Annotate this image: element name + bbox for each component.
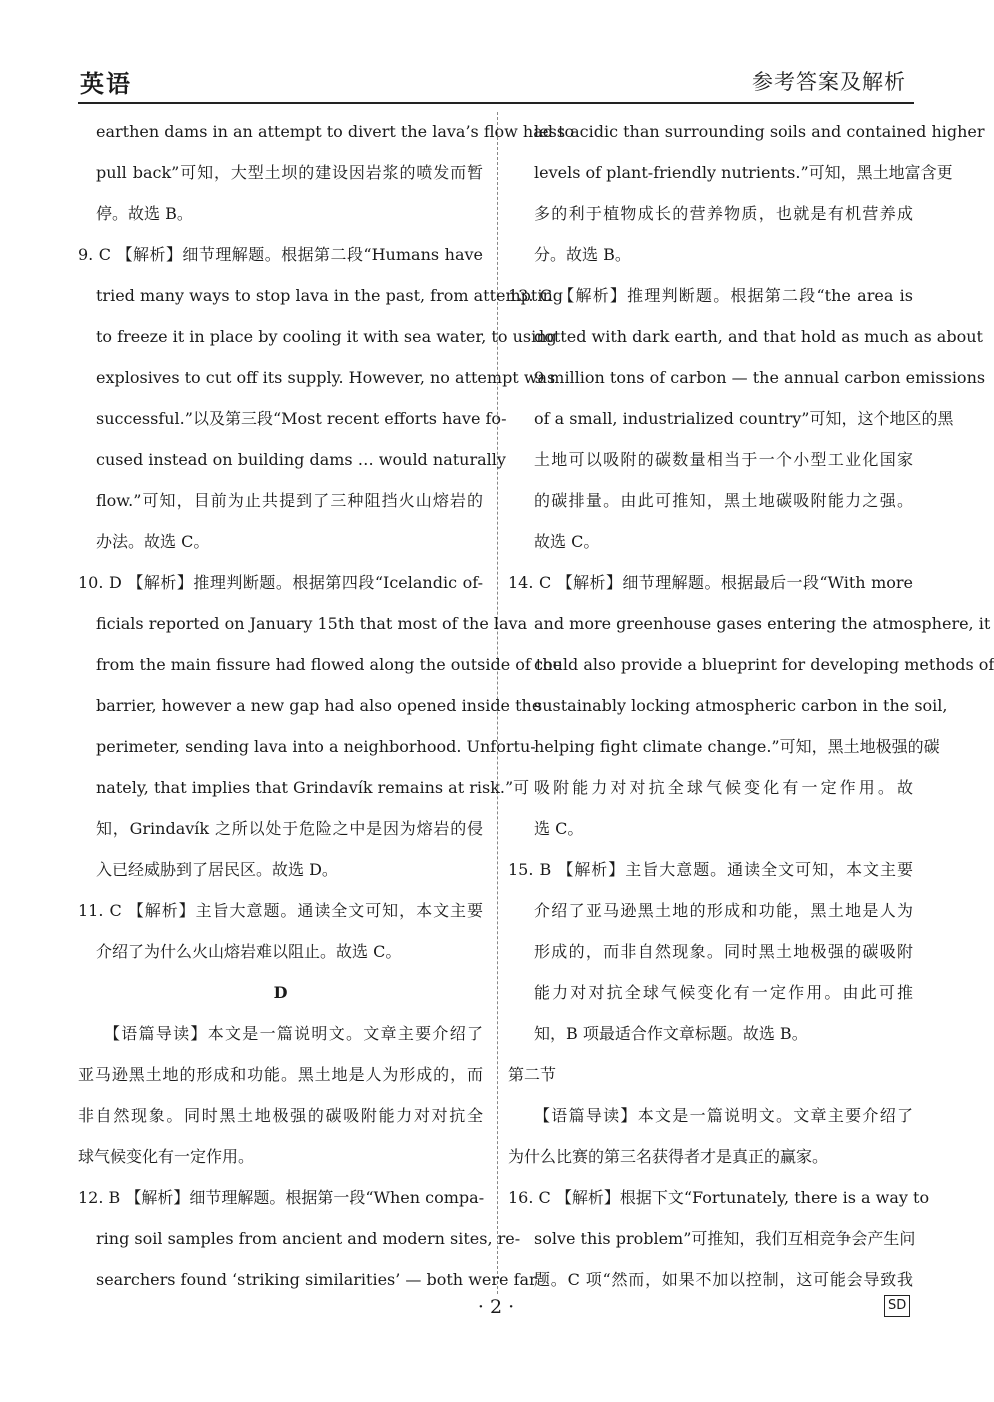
- text-line: 形成的，而非自然现象。同时黑土地极强的碳吸附: [534, 942, 913, 961]
- text-line: 12. B 【解析】细节理解题。根据第一段“When compa-: [78, 1188, 485, 1207]
- right-column: [508, 111, 994, 1300]
- text-line: 入已经威胁到了居民区。故选 D。: [96, 860, 338, 879]
- text-line: earthen dams in an attempt to divert the lava’s flow had to: [96, 122, 575, 141]
- page-number: · 2 ·: [477, 1296, 515, 1318]
- text-line: nately, that implies that Grindavík remains at risk.”可: [96, 778, 530, 797]
- text-line: 介绍了为什么火山熔岩难以阻止。故选 C。: [96, 942, 402, 961]
- text-line: 分。故选 B。: [534, 245, 631, 264]
- text-line: 【语篇导读】本文是一篇说明文。文章主要介绍了: [534, 1106, 913, 1125]
- text-line: 16. C 【解析】根据下文“Fortunately, there is a way to: [508, 1188, 930, 1207]
- text-line: to freeze it in place by cooling it with sea water, to using: [96, 327, 557, 346]
- text-line: dotted with dark earth, and that hold as much as about: [534, 327, 983, 346]
- text-line: 13. C 【解析】推理判断题。根据第二段“the area is: [508, 286, 913, 305]
- text-line: sustainably locking atmospheric carbon in the soil,: [534, 696, 948, 715]
- text-line: could also provide a blueprint for developing methods of: [534, 655, 994, 674]
- text-line: tried many ways to stop lava in the past, from attempting: [96, 286, 563, 305]
- text-line: ficials reported on January 15th that most of the lava: [96, 614, 528, 633]
- text-line: 10. D 【解析】推理判断题。根据第四段“Icelandic of-: [78, 573, 483, 592]
- text-line: 知，Grindavík 之所以处于危险之中是因为熔岩的侵: [96, 819, 483, 838]
- text-line: 题。C 项“然而，如果不加以控制，这可能会导致我: [534, 1270, 913, 1289]
- text-line: 办法。故选 C。: [96, 532, 210, 551]
- text-line: searchers found ‘striking similarities’ — both were far: [96, 1270, 537, 1289]
- text-line: explosives to cut off its supply. However, no attempt was: [96, 368, 556, 387]
- text-line: 11. C 【解析】主旨大意题。通读全文可知，本文主要: [78, 901, 483, 920]
- text-line: 的碳排量。由此可推知，黑土地碳吸附能力之强。: [534, 491, 913, 510]
- section-title: 参考答案及解析: [752, 70, 906, 94]
- text-line: 多的利于植物成长的营养物质，也就是有机营养成: [534, 204, 913, 223]
- text-line: 【语篇导读】本文是一篇说明文。文章主要介绍了: [104, 1024, 483, 1043]
- text-line: D: [273, 983, 288, 1002]
- text-line: 为什么比赛的第三名获得者才是真正的赢家。: [508, 1147, 829, 1166]
- text-line: 能力对对抗全球气候变化有一定作用。由此可推: [534, 983, 913, 1002]
- text-line: successful.”以及第三段“Most recent efforts have fo-: [96, 409, 507, 428]
- text-line: levels of plant-friendly nutrients.”可知，黑土地富含更: [534, 163, 953, 182]
- edition-badge: SD: [884, 1295, 910, 1317]
- text-line: 非自然现象。同时黑土地极强的碳吸附能力对对抗全: [78, 1106, 483, 1125]
- text-line: 15. B 【解析】主旨大意题。通读全文可知，本文主要: [508, 860, 913, 879]
- text-line: pull back”可知，大型土坝的建设因岩浆的喷发而暂: [96, 163, 483, 182]
- text-line: from the main fissure had flowed along the outside of the: [96, 655, 563, 674]
- header-rule: [78, 102, 914, 104]
- text-line: 吸附能力对对抗全球气候变化有一定作用。故: [534, 778, 913, 797]
- text-line: 知，B 项最适合作文章标题。故选 B。: [534, 1024, 808, 1043]
- text-line: of a small, industrialized country”可知，这个地区的黑: [534, 409, 954, 428]
- text-line: helping fight climate change.”可知，黑土地极强的碳: [534, 737, 940, 756]
- text-line: barrier, however a new gap had also opened inside the: [96, 696, 542, 715]
- text-line: solve this problem”可推知，我们互相竞争会产生问: [534, 1229, 916, 1248]
- text-line: 第二节: [508, 1065, 557, 1084]
- text-line: flow.”可知，目前为止共提到了三种阻挡火山熔岩的: [96, 491, 483, 510]
- text-line: cused instead on building dams … would naturally: [96, 450, 506, 469]
- text-line: less acidic than surrounding soils and contained higher: [534, 122, 985, 141]
- text-line: 故选 C。: [534, 532, 600, 551]
- text-line: ring soil samples from ancient and modern sites, re-: [96, 1229, 521, 1248]
- text-line: 9 million tons of carbon — the annual carbon emissions: [534, 368, 986, 387]
- text-line: 14. C 【解析】细节理解题。根据最后一段“With more: [508, 573, 913, 592]
- text-line: 停。故选 B。: [96, 204, 193, 223]
- text-line: 9. C 【解析】细节理解题。根据第二段“Humans have: [78, 245, 483, 264]
- text-line: 亚马逊黑土地的形成和功能。黑土地是人为形成的，而: [78, 1065, 483, 1084]
- text-line: 土地可以吸附的碳数量相当于一个小型工业化国家: [534, 450, 913, 469]
- text-line: and more greenhouse gases entering the atmosphere, it: [534, 614, 991, 633]
- text-line: perimeter, sending lava into a neighborhood. Unfortu-: [96, 737, 536, 756]
- text-line: 选 C。: [534, 819, 584, 838]
- text-line: 球气候变化有一定作用。: [78, 1147, 255, 1166]
- subject-title: 英语: [80, 69, 132, 98]
- text-line: 介绍了亚马逊黑土地的形成和功能，黑土地是人为: [534, 901, 913, 920]
